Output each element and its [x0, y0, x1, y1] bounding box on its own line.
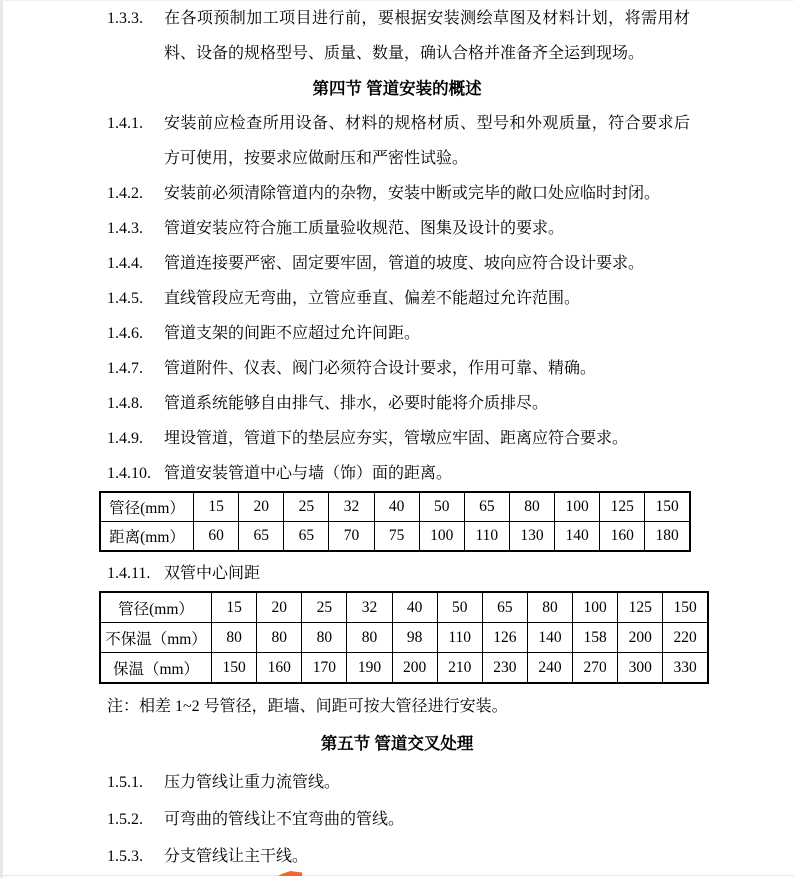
value-cell: 65	[239, 522, 284, 552]
table-row	[100, 623, 708, 653]
value-cell: 160	[257, 653, 302, 684]
paragraph-text: 管道系统能够自由排气、排水，必要时能将介质排尽。	[164, 395, 549, 412]
para-1-4-1	[107, 106, 690, 176]
value-cell: 220	[663, 623, 708, 653]
value-cell: 300	[618, 653, 663, 684]
list-number: 1.4.4.	[107, 255, 143, 272]
value-cell: 50	[437, 592, 482, 623]
list-number: 1.5.1.	[107, 774, 143, 791]
value-cell: 60	[194, 522, 239, 552]
value-cell: 240	[527, 653, 572, 684]
list-number: 1.4.5.	[107, 290, 143, 307]
para-1-4-6	[107, 316, 690, 351]
page-bottom-edge	[0, 875, 794, 876]
list-number: 1.4.11.	[107, 565, 151, 582]
para-1-4-7	[107, 351, 690, 386]
value-cell: 160	[600, 522, 645, 552]
value-cell: 20	[257, 592, 302, 623]
paragraph-text: 管道连接要严密、固定要牢固，管道的坡度、坡向应符合设计要求。	[164, 255, 645, 272]
paragraph-text: 压力管线让重力流管线。	[164, 774, 341, 791]
value-cell: 100	[555, 492, 600, 522]
value-cell: 65	[464, 492, 509, 522]
value-cell: 75	[374, 522, 419, 552]
paragraph-text: 安装前应检查所用设备、材料的规格材质、型号和外观质量，符合要求后方可使用，按要求应做耐压和严密性试验。	[164, 115, 690, 167]
value-cell: 126	[482, 623, 527, 653]
value-cell: 150	[212, 653, 257, 684]
para-1-4-10	[107, 456, 690, 491]
para-1-4-9	[107, 421, 690, 456]
value-cell: 80	[302, 623, 347, 653]
table-row	[100, 592, 708, 623]
value-cell: 20	[239, 492, 284, 522]
value-cell: 210	[437, 653, 482, 684]
value-cell: 80	[347, 623, 392, 653]
value-cell: 150	[645, 492, 690, 522]
page-left-edge	[0, 1, 3, 878]
paragraph-text: 分支管线让主干线。	[164, 848, 309, 865]
paragraph-text: 双管中心间距	[164, 565, 261, 582]
para-1-4-5	[107, 281, 690, 316]
value-cell: 125	[618, 592, 663, 623]
para-1-4-11	[107, 556, 690, 591]
value-cell: 158	[573, 623, 618, 653]
dual-pipe-spacing-table	[99, 591, 709, 684]
para-1-4-8	[107, 386, 690, 421]
value-cell: 200	[618, 623, 663, 653]
paragraph-text: 直线管段应无弯曲，立管应垂直、偏差不能超过允许范围。	[164, 290, 581, 307]
row-header-cell: 管径(mm）	[100, 592, 212, 623]
value-cell: 110	[464, 522, 509, 552]
value-cell: 40	[374, 492, 419, 522]
value-cell: 150	[663, 592, 708, 623]
value-cell: 25	[284, 492, 329, 522]
para-1-4-4	[107, 246, 690, 281]
row-header-cell: 保温（mm）	[100, 653, 212, 684]
value-cell: 80	[257, 623, 302, 653]
row-header-cell: 管径(mm）	[100, 492, 194, 522]
value-cell: 110	[437, 623, 482, 653]
value-cell: 65	[284, 522, 329, 552]
value-cell: 180	[645, 522, 690, 552]
row-header-cell: 距离(mm）	[100, 522, 194, 552]
para-1-5-1	[107, 765, 690, 800]
value-cell: 15	[194, 492, 239, 522]
value-cell: 50	[419, 492, 464, 522]
value-cell: 130	[509, 522, 554, 552]
paragraph-text: 管道附件、仪表、阀门必须符合设计要求，作用可靠、精确。	[164, 360, 597, 377]
list-number: 1.4.8.	[107, 395, 143, 412]
section-heading-4: 第四节 管道安装的概述	[312, 79, 482, 98]
para-1-4-2	[107, 176, 690, 211]
value-cell: 230	[482, 653, 527, 684]
list-number: 1.4.6.	[107, 325, 143, 342]
value-cell: 80	[509, 492, 554, 522]
section-heading-5: 第五节 管道交叉处理	[320, 734, 474, 753]
value-cell: 100	[573, 592, 618, 623]
list-number: 1.4.2.	[107, 185, 143, 202]
value-cell: 140	[555, 522, 600, 552]
list-number: 1.4.1.	[107, 115, 143, 132]
paragraph-text: 埋设管道，管道下的垫层应夯实，管墩应牢固、距离应符合要求。	[164, 430, 629, 447]
value-cell: 15	[212, 592, 257, 623]
list-number: 1.4.9.	[107, 430, 143, 447]
value-cell: 70	[329, 522, 374, 552]
list-number: 1.5.3.	[107, 848, 143, 865]
value-cell: 140	[527, 623, 572, 653]
table-note: 注：相差 1~2 号管径，距墙、间距可按大管径进行安装。	[107, 698, 508, 715]
value-cell: 100	[419, 522, 464, 552]
value-cell: 80	[212, 623, 257, 653]
value-cell: 40	[392, 592, 437, 623]
paragraph-text: 可弯曲的管线让不宜弯曲的管线。	[164, 811, 405, 828]
list-number: 1.4.7.	[107, 360, 143, 377]
paragraph-text: 管道安装管道中心与墙（饰）面的距离。	[164, 465, 453, 482]
value-cell: 190	[347, 653, 392, 684]
table-row	[100, 492, 690, 522]
table-row	[100, 653, 708, 684]
wall-distance-table	[99, 491, 691, 552]
value-cell: 330	[663, 653, 708, 684]
table-row	[100, 522, 690, 552]
value-cell: 32	[329, 492, 374, 522]
row-header-cell: 不保温（mm）	[100, 623, 212, 653]
value-cell: 25	[302, 592, 347, 623]
value-cell: 125	[600, 492, 645, 522]
paragraph-text: 管道安装应符合施工质量验收规范、图集及设计的要求。	[164, 220, 565, 237]
value-cell: 65	[482, 592, 527, 623]
paragraph-text: 在各项预制加工项目进行前，要根据安装测绘草图及材料计划，将需用材料、设备的规格型号、质量、数量，确认合格并准备齐全运到现场。	[164, 10, 690, 62]
value-cell: 200	[392, 653, 437, 684]
list-number: 1.4.10.	[107, 465, 151, 482]
list-number: 1.4.3.	[107, 220, 143, 237]
value-cell: 170	[302, 653, 347, 684]
para-1-3-3	[107, 1, 690, 71]
value-cell: 32	[347, 592, 392, 623]
list-number: 1.5.2.	[107, 811, 143, 828]
value-cell: 270	[573, 653, 618, 684]
list-number: 1.3.3.	[107, 10, 143, 27]
document-content	[0, 1, 794, 874]
para-1-5-2	[107, 802, 690, 837]
value-cell: 98	[392, 623, 437, 653]
para-1-4-3	[107, 211, 690, 246]
paragraph-text: 管道支架的间距不应超过允许间距。	[164, 325, 421, 342]
para-1-5-3	[107, 839, 690, 874]
value-cell: 80	[527, 592, 572, 623]
paragraph-text: 安装前必须清除管道内的杂物，安装中断或完毕的敞口处应临时封闭。	[164, 185, 661, 202]
